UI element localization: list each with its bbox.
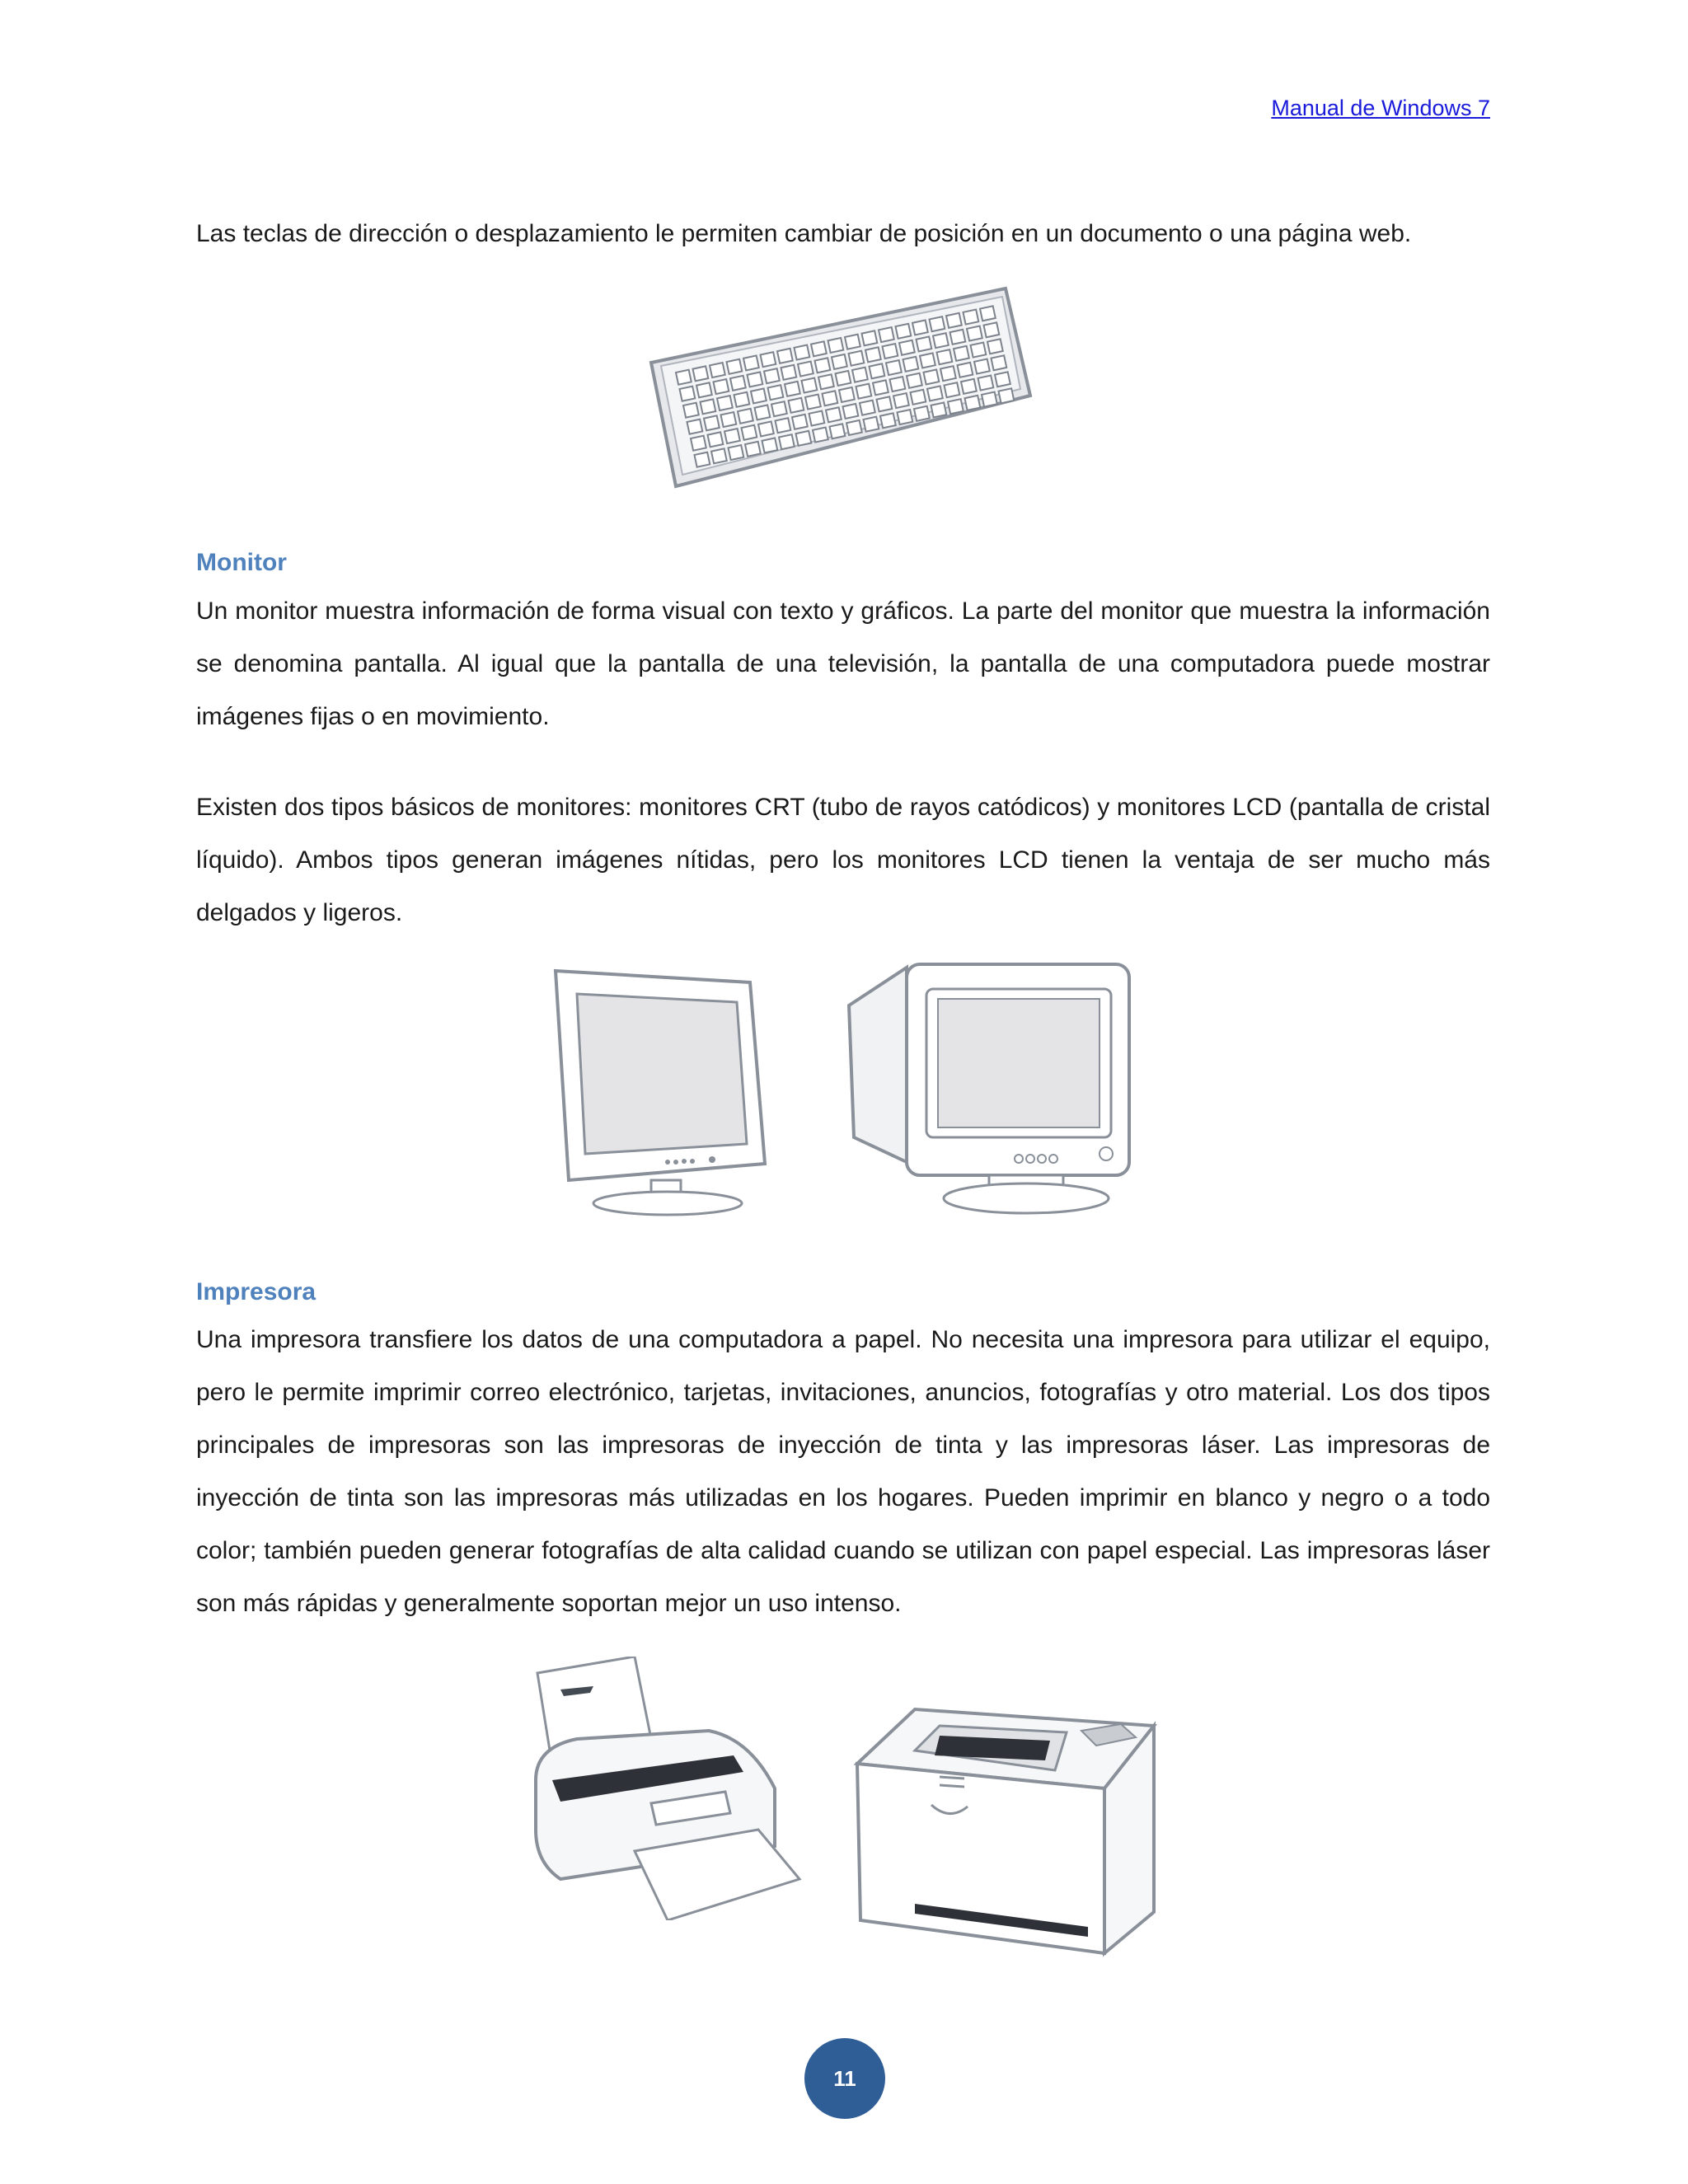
keyboard-key bbox=[785, 382, 800, 396]
keyboard-key bbox=[978, 376, 994, 391]
keyboard-key bbox=[945, 382, 960, 397]
keyboard-key bbox=[830, 424, 846, 438]
keyboard-key bbox=[802, 378, 818, 393]
printer-heading: Impresora bbox=[196, 1278, 316, 1305]
keyboard-key bbox=[717, 396, 733, 410]
keyboard-key bbox=[828, 338, 844, 353]
keyboard-key bbox=[779, 434, 795, 449]
keyboard-key bbox=[776, 418, 791, 433]
keyboard-key bbox=[676, 370, 692, 385]
keyboard-key bbox=[683, 403, 699, 418]
keyboard-key bbox=[911, 390, 926, 405]
keyboard-key bbox=[927, 386, 943, 401]
keyboard-key bbox=[912, 320, 928, 335]
keyboard-key bbox=[856, 384, 872, 399]
keyboard-illustration bbox=[643, 280, 1039, 494]
keyboard-key bbox=[950, 330, 966, 344]
keyboard-key bbox=[930, 316, 945, 331]
keyboard-key bbox=[964, 310, 979, 325]
keyboard-key bbox=[914, 406, 930, 421]
keyboard-key bbox=[903, 357, 919, 372]
keyboard-key bbox=[880, 413, 896, 428]
keyboard-key bbox=[832, 354, 847, 369]
keyboard-key bbox=[758, 421, 774, 436]
keyboard-key bbox=[937, 349, 953, 364]
intro-paragraph: Las teclas de dirección o desplazamiento le permiten cambiar de posición en un documento o una página web. bbox=[196, 220, 1412, 247]
keyboard-key bbox=[701, 399, 716, 414]
keyboard-key bbox=[748, 372, 763, 387]
keyboard-key bbox=[839, 387, 855, 402]
keyboard-key bbox=[849, 351, 865, 366]
keyboard-key bbox=[898, 410, 913, 424]
keyboard-key bbox=[948, 399, 964, 414]
keyboard-key bbox=[680, 387, 696, 401]
keyboard-key bbox=[813, 428, 828, 443]
keyboard-key bbox=[762, 438, 778, 452]
keyboard-key bbox=[818, 374, 834, 389]
keyboard-key bbox=[751, 388, 767, 403]
keyboard-key bbox=[931, 402, 947, 417]
keyboard-key bbox=[917, 336, 932, 351]
keyboard-key bbox=[984, 322, 1000, 337]
keyboard-key bbox=[971, 343, 987, 358]
keyboard-key bbox=[896, 324, 912, 339]
keyboard-key bbox=[862, 330, 878, 345]
keyboard-key bbox=[724, 429, 740, 443]
inkjet-printer-illustration bbox=[528, 1657, 808, 1920]
keyboard-key bbox=[695, 452, 710, 467]
keyboard-key bbox=[987, 339, 1003, 354]
keyboard-key bbox=[924, 369, 940, 384]
keyboard-key bbox=[883, 344, 898, 359]
monitor-heading: Monitor bbox=[196, 549, 287, 576]
keyboard-key bbox=[768, 385, 784, 400]
keyboard-key bbox=[745, 442, 761, 457]
keyboard-key bbox=[961, 379, 977, 394]
header-manual-link[interactable]: Manual de Windows 7 bbox=[1271, 96, 1490, 120]
keyboard-key bbox=[982, 392, 997, 407]
keyboard-key bbox=[933, 333, 949, 348]
keyboard-key bbox=[764, 368, 780, 383]
keyboard-key bbox=[727, 359, 743, 374]
keyboard-key bbox=[708, 432, 724, 447]
keyboard-key bbox=[730, 376, 746, 391]
keyboard-key bbox=[958, 363, 973, 377]
keyboard-key bbox=[886, 360, 902, 375]
keyboard-key bbox=[843, 404, 859, 419]
keyboard-key bbox=[734, 392, 750, 407]
keyboard-key bbox=[980, 306, 996, 321]
keyboard-key bbox=[974, 359, 990, 374]
keyboard-key bbox=[992, 355, 1007, 370]
keyboard-key bbox=[967, 326, 982, 341]
keyboard-key bbox=[687, 419, 703, 434]
keyboard-key bbox=[693, 366, 709, 381]
monitor-paragraph-2: Existen dos tipos básicos de monitores: monitores CRT (tubo de rayos catódicos) y monitores LCD (pantalla de cristal líquido). Ambos tipos generan imágenes nítidas, pero los monitores LCD tienen la ventaja de ser mucho más delgados y ligeros. bbox=[196, 794, 1490, 926]
keyboard-key bbox=[721, 412, 737, 427]
keyboard-key bbox=[865, 347, 881, 362]
keyboard-key bbox=[870, 363, 885, 378]
keyboard-key bbox=[946, 313, 962, 328]
keyboard-key bbox=[954, 346, 969, 361]
page-number-badge: 11 bbox=[804, 2038, 885, 2119]
monitor-paragraph-1: Un monitor muestra información de forma visual con texto y gráficos. La parte del monitor que muestra la información se denomina pantalla. Al igual que la pantalla de una televisión, la pantalla de una computadora puede mostrar imágenes fijas o en movimiento. bbox=[196, 598, 1490, 730]
keyboard-key bbox=[864, 417, 879, 432]
keyboard-key bbox=[795, 345, 810, 360]
keyboard-key bbox=[999, 388, 1015, 403]
keyboard-key bbox=[777, 349, 793, 363]
keyboard-key bbox=[893, 393, 909, 408]
keyboard-key bbox=[711, 448, 727, 463]
keyboard-key bbox=[995, 372, 1010, 387]
keyboard-key bbox=[879, 327, 894, 342]
keyboard-key bbox=[771, 401, 787, 416]
keyboard-key bbox=[691, 436, 706, 451]
keyboard-key bbox=[710, 363, 725, 377]
printer-paragraph-1: Una impresora transfiere los datos de una computadora a papel. No necesita una impresora para utilizar el equipo, pero le permite imprimir correo electrónico, tarjetas, invitaciones, anuncios, fotografías y otro material. Los dos tipos principales de impresoras son las impresoras de inyección de tinta y las impresoras láser. Las impresoras de inyección de tinta son las impresoras más utilizadas en los hogares. Pueden imprimir en blanco y negro o a todo color; también pueden generar fotografías de alta calidad cuando se utilizan con papel especial. Las impresoras láser son más rápidas y generalmente soportan mejor un uso intenso. bbox=[196, 1326, 1490, 1617]
laser-printer-illustration bbox=[849, 1698, 1162, 1961]
keyboard-key bbox=[798, 362, 814, 377]
keyboard-key bbox=[714, 379, 729, 394]
keyboard-key bbox=[940, 366, 956, 381]
keyboard-key bbox=[743, 355, 759, 370]
keyboard-key bbox=[965, 396, 981, 410]
keyboard-key bbox=[789, 398, 804, 413]
keyboard-key bbox=[755, 405, 771, 419]
keyboard-key bbox=[742, 425, 757, 440]
keyboard-key bbox=[873, 380, 889, 395]
keyboard-key bbox=[852, 368, 868, 382]
keyboard-key bbox=[815, 358, 831, 373]
keyboard-key bbox=[696, 382, 712, 397]
keyboard-key bbox=[729, 445, 744, 460]
keyboard-key bbox=[781, 365, 797, 380]
keyboard-key bbox=[836, 371, 851, 386]
keyboard-key bbox=[704, 415, 720, 430]
keyboard-key bbox=[761, 352, 776, 367]
keyboard-key bbox=[792, 415, 808, 429]
keyboard-key bbox=[826, 407, 842, 422]
keyboard-key bbox=[805, 395, 821, 410]
keyboard-key bbox=[811, 341, 827, 356]
keyboard-key bbox=[823, 391, 838, 405]
keyboard-key bbox=[846, 420, 862, 435]
keyboard-key bbox=[890, 377, 906, 391]
keyboard-key bbox=[809, 411, 825, 426]
keyboard-key bbox=[738, 409, 753, 424]
lcd-monitor-illustration bbox=[544, 964, 775, 1220]
keyboard-key bbox=[877, 396, 893, 411]
keyboard-key bbox=[899, 340, 915, 355]
keyboard-key bbox=[907, 373, 922, 388]
crt-monitor-illustration bbox=[841, 956, 1146, 1228]
keyboard-key bbox=[920, 353, 935, 368]
keyboard-key bbox=[860, 401, 875, 415]
keyboard-key bbox=[845, 335, 860, 349]
keyboard-key bbox=[796, 431, 812, 446]
